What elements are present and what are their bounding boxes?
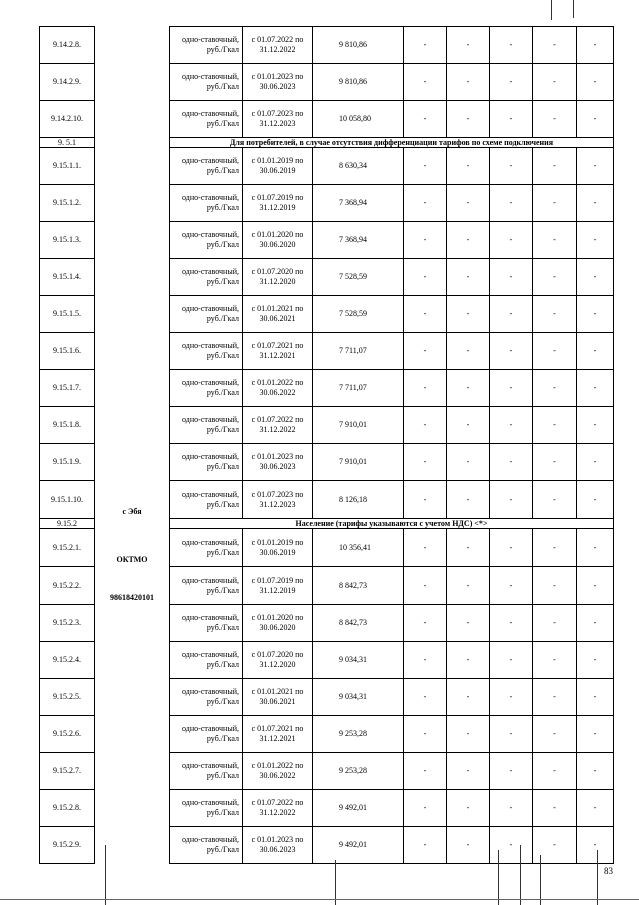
tariff-period: с 01.07.2020 по 31.12.2020 [243,259,313,296]
tariff-unit: одно-ставочный, руб./Гкал [170,27,243,64]
tariff-cell-c1: - [404,679,447,716]
tariff-cell-c2: - [447,27,490,64]
row-code: 9.15.1.3. [40,222,95,259]
row-code: 9.15.1.10. [40,481,95,519]
tariff-unit: одно-ставочный, руб./Гкал [170,101,243,138]
tariff-cell-c2: - [447,529,490,567]
table-row [40,753,614,790]
organization-cell [95,222,170,259]
tariff-cell-c5: - [577,148,614,185]
scan-artifact-line [498,850,499,905]
tariff-cell-c3: - [490,185,533,222]
table-row [40,567,614,605]
tariff-value: 9 810,86 [313,64,404,101]
row-code: 9.15.2.6. [40,716,95,753]
tariff-unit: одно-ставочный, руб./Гкал [170,64,243,101]
tariff-cell-c4: - [533,296,577,333]
tariff-cell-c5: - [577,296,614,333]
table-row [40,259,614,296]
page-number: 83 [604,866,613,876]
row-code: 9.15.1.8. [40,407,95,444]
section-title: Население (тарифы указываются с учетом НДС) <*> [170,519,614,529]
row-code: 9.15.2.5. [40,679,95,716]
row-code: 9.15.2.7. [40,753,95,790]
tariff-unit: одно-ставочный, руб./Гкал [170,444,243,481]
tariff-unit: одно-ставочный, руб./Гкал [170,605,243,642]
organization-cell [95,64,170,101]
tariff-cell-c5: - [577,101,614,138]
tariff-cell-c3: - [490,716,533,753]
tariff-unit: одно-ставочный, руб./Гкал [170,716,243,753]
tariff-value: 7 711,07 [313,370,404,407]
tariff-unit: одно-ставочный, руб./Гкал [170,222,243,259]
tariff-cell-c4: - [533,444,577,481]
tariff-cell-c3: - [490,605,533,642]
table-row [40,27,614,64]
tariff-period: с 01.07.2021 по 31.12.2021 [243,716,313,753]
tariff-unit: одно-ставочный, руб./Гкал [170,259,243,296]
tariff-cell-c4: - [533,679,577,716]
tariff-cell-c2: - [447,567,490,605]
tariff-period: с 01.07.2022 по 31.12.2022 [243,407,313,444]
tariff-cell-c4: - [533,185,577,222]
tariff-period: с 01.07.2022 по 31.12.2022 [243,27,313,64]
row-code: 9.15.1.7. [40,370,95,407]
table-row [40,481,614,519]
tariff-cell-c2: - [447,222,490,259]
tariff-cell-c1: - [404,481,447,519]
tariff-cell-c5: - [577,64,614,101]
tariff-cell-c5: - [577,444,614,481]
section-header-row [40,519,614,529]
row-code: 9.15.1.6. [40,333,95,370]
organization-cell [95,407,170,444]
row-code: 9.14.2.8. [40,27,95,64]
scan-artifact-line [520,845,521,905]
tariff-cell-c1: - [404,259,447,296]
tariff-cell-c1: - [404,827,447,864]
tariff-value: 9 810,86 [313,27,404,64]
tariff-value: 9 253,28 [313,716,404,753]
tariff-unit: одно-ставочный, руб./Гкал [170,481,243,519]
tariff-cell-c1: - [404,567,447,605]
tariff-cell-c3: - [490,679,533,716]
tariff-cell-c3: - [490,529,533,567]
tariff-cell-c2: - [447,642,490,679]
tariff-cell-c4: - [533,64,577,101]
table-row [40,370,614,407]
scan-artifact-line [105,845,106,905]
tariff-cell-c1: - [404,407,447,444]
organization-cell [95,148,170,185]
table-row [40,444,614,481]
tariff-period: с 01.01.2019 по 30.06.2019 [243,148,313,185]
tariff-cell-c1: - [404,444,447,481]
tariff-period: с 01.01.2021 по 30.06.2021 [243,296,313,333]
tariff-cell-c2: - [447,101,490,138]
tariff-cell-c4: - [533,148,577,185]
tariff-period: с 01.01.2023 по 30.06.2023 [243,444,313,481]
tariff-cell-c1: - [404,101,447,138]
tariff-value: 7 711,07 [313,333,404,370]
tariff-cell-c3: - [490,444,533,481]
table-row [40,333,614,370]
tariff-unit: одно-ставочный, руб./Гкал [170,567,243,605]
organization-cell [95,138,170,148]
tariff-cell-c5: - [577,333,614,370]
row-code: 9.15.2.1. [40,529,95,567]
row-code: 9.15.2.4. [40,642,95,679]
tariff-unit: одно-ставочный, руб./Гкал [170,148,243,185]
tariff-unit: одно-ставочный, руб./Гкал [170,679,243,716]
tariff-cell-c4: - [533,716,577,753]
tariff-value: 8 126,18 [313,481,404,519]
tariff-cell-c4: - [533,333,577,370]
tariff-unit: одно-ставочный, руб./Гкал [170,185,243,222]
tariff-value: 9 492,01 [313,790,404,827]
table-row [40,296,614,333]
tariff-cell-c1: - [404,642,447,679]
tariff-value: 7 910,01 [313,407,404,444]
tariff-cell-c2: - [447,444,490,481]
tariff-cell-c1: - [404,296,447,333]
tariff-cell-c2: - [447,790,490,827]
table-row [40,605,614,642]
tariff-period: с 01.01.2022 по 30.06.2022 [243,753,313,790]
tariff-cell-c5: - [577,679,614,716]
tariff-cell-c2: - [447,679,490,716]
organization-cell [95,27,170,64]
tariff-cell-c3: - [490,148,533,185]
tariff-period: с 01.01.2021 по 30.06.2021 [243,679,313,716]
organization-cell [95,185,170,222]
tariff-cell-c2: - [447,296,490,333]
tariff-value: 8 842,73 [313,605,404,642]
table-row [40,222,614,259]
tariff-cell-c4: - [533,101,577,138]
tariff-cell-c5: - [577,481,614,519]
scan-artifact-line [551,0,552,20]
tariff-cell-c3: - [490,790,533,827]
tariff-cell-c5: - [577,790,614,827]
tariff-cell-c3: - [490,333,533,370]
tariff-cell-c5: - [577,605,614,642]
tariff-unit: одно-ставочный, руб./Гкал [170,407,243,444]
organization-cell: 98618420101 [95,567,170,605]
tariff-cell-c4: - [533,567,577,605]
table-row [40,148,614,185]
tariff-cell-c4: - [533,529,577,567]
tariff-period: с 01.01.2020 по 30.06.2020 [243,605,313,642]
organization-cell [95,101,170,138]
scan-artifact-line [573,0,574,18]
tariff-value: 9 034,31 [313,679,404,716]
tariff-cell-c1: - [404,716,447,753]
tariff-cell-c4: - [533,222,577,259]
tariff-value: 9 253,28 [313,753,404,790]
tariff-cell-c5: - [577,27,614,64]
row-code: 9.15.1.5. [40,296,95,333]
tariff-cell-c1: - [404,185,447,222]
tariff-period: с 01.01.2022 по 30.06.2022 [243,370,313,407]
table-row [40,529,614,567]
organization-cell [95,259,170,296]
table-row [40,407,614,444]
row-code: 9.15.2.2. [40,567,95,605]
tariff-value: 9 034,31 [313,642,404,679]
tariff-cell-c3: - [490,753,533,790]
tariff-value: 7 528,59 [313,259,404,296]
tariff-cell-c4: - [533,605,577,642]
tariff-cell-c3: - [490,64,533,101]
section-header-row [40,138,614,148]
tariff-cell-c2: - [447,64,490,101]
tariff-value: 7 528,59 [313,296,404,333]
scan-artifact-line [597,850,598,905]
tariff-cell-c2: - [447,333,490,370]
tariff-value: 7 368,94 [313,185,404,222]
tariff-value: 10 058,80 [313,101,404,138]
tariff-period: с 01.07.2020 по 31.12.2020 [243,642,313,679]
tariff-cell-c4: - [533,827,577,864]
row-code: 9.15.2.8. [40,790,95,827]
tariff-cell-c2: - [447,407,490,444]
tariff-period: с 01.07.2019 по 31.12.2019 [243,567,313,605]
row-code: 9.15.1.2. [40,185,95,222]
tariff-cell-c2: - [447,370,490,407]
tariff-unit: одно-ставочный, руб./Гкал [170,333,243,370]
tariff-cell-c4: - [533,407,577,444]
tariff-cell-c2: - [447,148,490,185]
tariff-cell-c5: - [577,185,614,222]
tariff-period: с 01.07.2023 по 31.12.2023 [243,101,313,138]
organization-cell [95,605,170,642]
tariff-cell-c5: - [577,716,614,753]
tariff-period: с 01.07.2019 по 31.12.2019 [243,185,313,222]
organization-cell: ОКТМО [95,529,170,567]
tariff-cell-c2: - [447,716,490,753]
table-row [40,790,614,827]
tariff-period: с 01.07.2021 по 31.12.2021 [243,333,313,370]
tariff-cell-c1: - [404,27,447,64]
tariff-cell-c3: - [490,222,533,259]
organization-cell [95,753,170,790]
section-title: Для потребителей, в случае отсутствия дифференциации тарифов по схеме подключения [170,138,614,148]
row-code: 9.15.1.4. [40,259,95,296]
row-code: 9.14.2.10. [40,101,95,138]
organization-cell [95,370,170,407]
tariff-value: 8 630,34 [313,148,404,185]
tariff-cell-c4: - [533,481,577,519]
tariff-unit: одно-ставочный, руб./Гкал [170,753,243,790]
organization-cell [95,444,170,481]
organization-cell: с Эбя [95,481,170,519]
row-code: 9.15.2.9. [40,827,95,864]
tariff-cell-c1: - [404,529,447,567]
row-code: 9.15.1.1. [40,148,95,185]
tariff-cell-c3: - [490,101,533,138]
scan-artifact-line [540,855,541,905]
tariff-cell-c5: - [577,567,614,605]
table-row [40,827,614,864]
tariff-cell-c3: - [490,407,533,444]
section-code: 9.15.2 [40,519,95,529]
tariff-cell-c3: - [490,370,533,407]
tariff-cell-c3: - [490,642,533,679]
row-code: 9.15.2.3. [40,605,95,642]
organization-cell [95,716,170,753]
tariff-cell-c4: - [533,642,577,679]
tariff-cell-c2: - [447,605,490,642]
tariff-period: с 01.01.2023 по 30.06.2023 [243,64,313,101]
organization-cell [95,296,170,333]
tariff-period: с 01.01.2019 по 30.06.2019 [243,529,313,567]
tariff-cell-c5: - [577,407,614,444]
organization-cell [95,790,170,827]
tariff-unit: одно-ставочный, руб./Гкал [170,296,243,333]
tariff-cell-c3: - [490,27,533,64]
organization-cell [95,679,170,716]
tariff-cell-c3: - [490,481,533,519]
tariff-value: 7 368,94 [313,222,404,259]
tariff-cell-c3: - [490,567,533,605]
scan-artifact-line [0,899,639,900]
row-code: 9.15.1.9. [40,444,95,481]
tariff-unit: одно-ставочный, руб./Гкал [170,790,243,827]
tariff-cell-c4: - [533,27,577,64]
tariff-cell-c2: - [447,481,490,519]
tariff-cell-c5: - [577,222,614,259]
table-row [40,101,614,138]
organization-cell [95,333,170,370]
tariff-unit: одно-ставочный, руб./Гкал [170,642,243,679]
table-row [40,716,614,753]
tariff-period: с 01.01.2020 по 30.06.2020 [243,222,313,259]
tariff-cell-c1: - [404,64,447,101]
tariff-cell-c5: - [577,642,614,679]
tariff-value: 9 492,01 [313,827,404,864]
row-code: 9.14.2.9. [40,64,95,101]
tariff-value: 10 356,41 [313,529,404,567]
tariff-value: 8 842,73 [313,567,404,605]
tariff-cell-c2: - [447,753,490,790]
tariff-period: с 01.01.2023 по 30.06.2023 [243,827,313,864]
table-row [40,642,614,679]
tariff-cell-c4: - [533,259,577,296]
tariff-cell-c3: - [490,296,533,333]
tariff-cell-c4: - [533,790,577,827]
tariff-cell-c4: - [533,370,577,407]
table-row [40,185,614,222]
tariff-value: 7 910,01 [313,444,404,481]
tariff-period: с 01.07.2022 по 31.12.2022 [243,790,313,827]
tariff-cell-c2: - [447,259,490,296]
organization-cell [95,519,170,529]
tariff-cell-c5: - [577,259,614,296]
tariff-cell-c2: - [447,185,490,222]
tariff-cell-c1: - [404,370,447,407]
organization-cell [95,642,170,679]
tariff-period: с 01.07.2023 по 31.12.2023 [243,481,313,519]
tariff-cell-c5: - [577,753,614,790]
tariff-cell-c1: - [404,333,447,370]
tariff-cell-c2: - [447,827,490,864]
tariff-cell-c1: - [404,222,447,259]
tariff-cell-c5: - [577,827,614,864]
tariff-cell-c1: - [404,605,447,642]
tariff-unit: одно-ставочный, руб./Гкал [170,827,243,864]
tariff-cell-c5: - [577,370,614,407]
tariff-cell-c3: - [490,827,533,864]
section-code: 9. 5.1 [40,138,95,148]
tariff-unit: одно-ставочный, руб./Гкал [170,370,243,407]
tariff-unit: одно-ставочный, руб./Гкал [170,529,243,567]
tariff-table [39,26,614,864]
tariff-cell-c1: - [404,790,447,827]
table-row [40,64,614,101]
tariff-cell-c4: - [533,753,577,790]
tariff-cell-c1: - [404,753,447,790]
tariff-cell-c3: - [490,259,533,296]
tariff-cell-c5: - [577,529,614,567]
table-row [40,679,614,716]
tariff-cell-c1: - [404,148,447,185]
